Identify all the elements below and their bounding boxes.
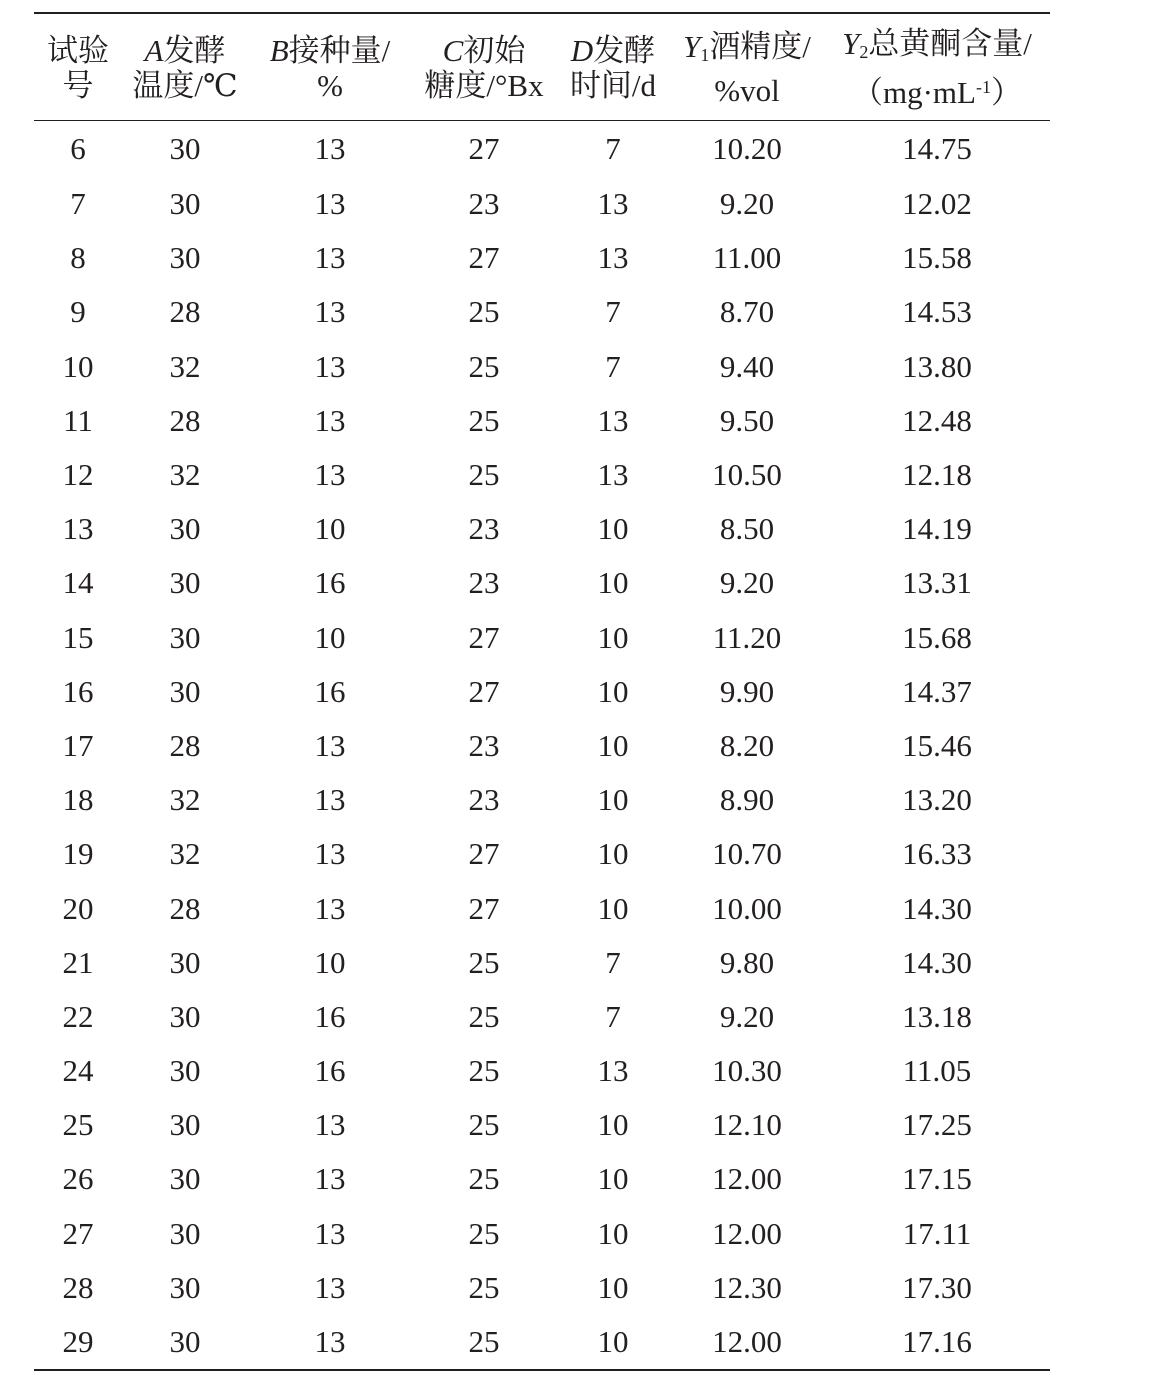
cell-alcohol: 11.00	[712, 240, 782, 276]
cell-inoculum: 16	[314, 565, 346, 601]
header-line-1: A发酵	[144, 33, 226, 68]
header-line-1: D发酵	[570, 33, 656, 68]
header-line-1: $Y_1$酒精度/	[683, 28, 811, 65]
cell-initial-sugar: 27	[468, 131, 500, 166]
variable-symbol: Y	[683, 28, 701, 64]
header-line-2: $(mg\cdot mL^{-1})$	[852, 75, 1022, 110]
cell-total-flavonoids: 14.30	[902, 890, 972, 926]
superscript: -1	[976, 77, 991, 97]
table-row	[34, 1207, 1050, 1261]
cell-temperature: 30	[169, 998, 201, 1034]
cell-inoculum: 13	[314, 1324, 346, 1360]
cell-alcohol: 8.20	[719, 727, 775, 763]
cell-trial-no: 22	[62, 998, 94, 1034]
cell-fermentation-time: 10	[597, 727, 629, 763]
cell-inoculum: 13	[314, 782, 346, 818]
cell-temperature: 28	[169, 402, 201, 438]
header-temperature	[122, 13, 248, 121]
cell-inoculum: 10	[314, 511, 346, 547]
cell-alcohol: 12.10	[712, 1107, 782, 1143]
cell-inoculum: 16	[314, 673, 346, 709]
cell-alcohol: 9.80	[719, 944, 775, 980]
cell-initial-sugar: 23	[468, 511, 500, 547]
table-row	[34, 881, 1050, 935]
cell-fermentation-time: 13	[597, 186, 629, 222]
cell-inoculum: 13	[314, 131, 346, 166]
cell-trial-no: 9	[70, 294, 86, 330]
cell-total-flavonoids: 15.68	[902, 619, 972, 655]
header-fermentation-time	[556, 13, 670, 121]
header-line-1: B接种量/	[269, 33, 391, 68]
cell-temperature: 30	[169, 186, 201, 222]
cell-alcohol: 9.20	[719, 998, 775, 1034]
cell-inoculum: 13	[314, 1269, 346, 1305]
variable-symbol: A	[144, 33, 164, 68]
cell-temperature: 30	[169, 131, 201, 166]
header-initial-sugar	[412, 13, 556, 121]
cell-initial-sugar: 23	[468, 727, 500, 763]
table-row	[34, 936, 1050, 990]
variable-symbol: C	[442, 33, 464, 68]
cell-trial-no: 16	[62, 673, 94, 709]
cell-initial-sugar: 25	[468, 998, 500, 1034]
header-line-2: %	[317, 68, 343, 103]
cell-fermentation-time: 13	[597, 402, 629, 438]
cell-fermentation-time: 7	[605, 131, 621, 166]
cell-alcohol: 10.30	[712, 1053, 782, 1089]
header-line-2: 糖度/°Bx	[424, 68, 544, 103]
cell-alcohol: 9.40	[719, 348, 775, 384]
cell-initial-sugar: 25	[468, 294, 500, 330]
cell-inoculum: 16	[314, 1053, 346, 1089]
table-row	[34, 1152, 1050, 1206]
cell-alcohol: 8.50	[719, 511, 775, 547]
cell-trial-no: 24	[62, 1053, 94, 1089]
table-row	[34, 1261, 1050, 1315]
cell-temperature: 28	[169, 890, 201, 926]
cell-fermentation-time: 10	[597, 1269, 629, 1305]
cell-trial-no: 29	[62, 1324, 94, 1360]
table-row	[34, 177, 1050, 231]
cell-fermentation-time: 7	[605, 998, 621, 1034]
cell-total-flavonoids: 12.48	[902, 402, 972, 438]
cell-alcohol: 9.90	[719, 673, 775, 709]
header-line-1: $Y_2$总黄酮含量/	[842, 26, 1032, 62]
cell-trial-no: 11	[63, 402, 93, 438]
cell-fermentation-time: 10	[597, 1161, 629, 1197]
table-row	[34, 556, 1050, 610]
cell-fermentation-time: 10	[597, 511, 629, 547]
cell-fermentation-time: 7	[605, 294, 621, 330]
cell-fermentation-time: 10	[597, 673, 629, 709]
cell-total-flavonoids: 13.31	[902, 565, 972, 601]
cell-alcohol: 10.00	[712, 890, 782, 926]
cell-initial-sugar: 25	[468, 348, 500, 384]
cell-temperature: 32	[169, 836, 201, 872]
subscript: 2	[859, 42, 869, 62]
cell-initial-sugar: 25	[468, 944, 500, 980]
cell-fermentation-time: 10	[597, 782, 629, 818]
cell-inoculum: 13	[314, 890, 346, 926]
cell-trial-no: 13	[62, 511, 94, 547]
table-header	[34, 13, 1050, 121]
cell-temperature: 30	[169, 1161, 201, 1197]
header-alcohol	[670, 13, 824, 121]
cell-inoculum: 13	[314, 240, 346, 276]
cell-trial-no: 18	[62, 782, 94, 818]
cell-temperature: 32	[169, 348, 201, 384]
cell-total-flavonoids: 15.46	[902, 727, 972, 763]
cell-fermentation-time: 10	[597, 890, 629, 926]
cell-initial-sugar: 25	[468, 1107, 500, 1143]
cell-initial-sugar: 27	[468, 619, 500, 655]
header-line-2: 温度/℃	[132, 68, 238, 103]
cell-trial-no: 17	[62, 727, 94, 763]
cell-fermentation-time: 10	[597, 1215, 629, 1251]
cell-total-flavonoids: 14.30	[902, 944, 972, 980]
cell-inoculum: 16	[314, 998, 346, 1034]
cell-trial-no: 15	[62, 619, 94, 655]
table-row	[34, 502, 1050, 556]
cell-total-flavonoids: 17.11	[902, 1215, 972, 1251]
cell-alcohol: 8.90	[719, 782, 775, 818]
cell-temperature: 30	[169, 619, 201, 655]
cell-inoculum: 13	[314, 836, 346, 872]
cell-inoculum: 13	[314, 402, 346, 438]
cell-inoculum: 13	[314, 727, 346, 763]
cell-total-flavonoids: 12.02	[902, 186, 972, 222]
cell-inoculum: 13	[314, 348, 346, 384]
cell-total-flavonoids: 17.25	[902, 1107, 972, 1143]
cell-trial-no: 28	[62, 1269, 94, 1305]
cell-inoculum: 13	[314, 294, 346, 330]
cell-total-flavonoids: 17.30	[902, 1269, 972, 1305]
cell-temperature: 30	[169, 1215, 201, 1251]
cell-initial-sugar: 23	[468, 565, 500, 601]
cell-temperature: 30	[169, 1324, 201, 1360]
cell-alcohol: 9.20	[719, 186, 775, 222]
header-trial-no	[34, 13, 122, 121]
cell-alcohol: 12.00	[712, 1324, 782, 1360]
cell-fermentation-time: 10	[597, 1324, 629, 1360]
table-row	[34, 719, 1050, 773]
cell-initial-sugar: 27	[468, 240, 500, 276]
cell-total-flavonoids: 15.58	[902, 240, 972, 276]
cell-initial-sugar: 23	[468, 782, 500, 818]
cell-fermentation-time: 7	[605, 348, 621, 384]
cell-trial-no: 25	[62, 1107, 94, 1143]
table-row	[34, 827, 1050, 881]
header-line-2: %vol	[714, 72, 780, 108]
cell-trial-no: 26	[62, 1161, 94, 1197]
table-row	[34, 394, 1050, 448]
cell-inoculum: 13	[314, 1161, 346, 1197]
cell-fermentation-time: 10	[597, 1107, 629, 1143]
cell-temperature: 30	[169, 1269, 201, 1305]
cell-total-flavonoids: 14.37	[902, 673, 972, 709]
cell-inoculum: 13	[314, 1215, 346, 1251]
cell-initial-sugar: 25	[468, 1324, 500, 1360]
cell-alcohol: 12.00	[712, 1161, 782, 1197]
table-row	[34, 665, 1050, 719]
cell-initial-sugar: 27	[468, 673, 500, 709]
cell-fermentation-time: 10	[597, 836, 629, 872]
cell-initial-sugar: 25	[468, 1161, 500, 1197]
cell-total-flavonoids: 14.19	[902, 511, 972, 547]
cell-temperature: 30	[169, 511, 201, 547]
variable-symbol: D	[570, 33, 594, 68]
cell-initial-sugar: 25	[468, 402, 500, 438]
cell-temperature: 28	[169, 294, 201, 330]
cell-initial-sugar: 25	[468, 457, 500, 493]
cell-total-flavonoids: 13.18	[902, 998, 972, 1034]
table-row	[34, 611, 1050, 665]
cell-temperature: 30	[169, 565, 201, 601]
table-row	[34, 340, 1050, 394]
cell-inoculum: 10	[314, 619, 346, 655]
cell-inoculum: 13	[314, 457, 346, 493]
cell-initial-sugar: 27	[468, 890, 500, 926]
cell-initial-sugar: 25	[468, 1215, 500, 1251]
variable-symbol: Y	[842, 26, 860, 61]
cell-trial-no: 14	[62, 565, 94, 601]
cell-initial-sugar: 27	[468, 836, 500, 872]
header-row	[34, 13, 1050, 121]
cell-trial-no: 8	[70, 240, 86, 276]
table-row	[34, 231, 1050, 285]
table-row	[34, 990, 1050, 1044]
cell-temperature: 32	[169, 457, 201, 493]
cell-initial-sugar: 23	[468, 186, 500, 222]
cell-total-flavonoids: 13.80	[902, 348, 972, 384]
header-line-1: 试验	[47, 33, 109, 68]
table-row	[34, 1098, 1050, 1152]
header-line-2: 时间/d	[569, 68, 657, 103]
cell-alcohol: 9.50	[719, 402, 775, 438]
cell-temperature: 30	[169, 673, 201, 709]
header-inoculum	[248, 13, 412, 121]
cell-trial-no: 20	[62, 890, 94, 926]
cell-fermentation-time: 13	[597, 240, 629, 276]
cell-fermentation-time: 7	[605, 944, 621, 980]
cell-total-flavonoids: 17.16	[902, 1324, 972, 1360]
header-line-1: C初始	[442, 33, 526, 68]
table-row	[34, 121, 1050, 178]
table-row	[34, 1044, 1050, 1098]
cell-alcohol: 12.30	[712, 1269, 782, 1305]
cell-total-flavonoids: 14.53	[902, 294, 972, 330]
cell-total-flavonoids: 13.20	[902, 782, 972, 818]
cell-trial-no: 12	[62, 457, 94, 493]
cell-inoculum: 13	[314, 1107, 346, 1143]
cell-alcohol: 10.20	[712, 131, 782, 166]
cell-temperature: 28	[169, 727, 201, 763]
cell-trial-no: 27	[62, 1215, 94, 1251]
cell-temperature: 30	[169, 1107, 201, 1143]
cell-temperature: 30	[169, 1053, 201, 1089]
table-row	[34, 773, 1050, 827]
cell-trial-no: 21	[62, 944, 94, 980]
cell-fermentation-time: 13	[597, 1053, 629, 1089]
cell-total-flavonoids: 16.33	[902, 836, 972, 872]
cell-alcohol: 10.70	[712, 836, 782, 872]
cell-total-flavonoids: 17.15	[902, 1161, 972, 1197]
cell-temperature: 32	[169, 782, 201, 818]
cell-trial-no: 19	[62, 836, 94, 872]
cell-alcohol: 8.70	[719, 294, 775, 330]
header-line-2: 号	[62, 68, 94, 103]
table-body	[34, 121, 1050, 1371]
cell-temperature: 30	[169, 240, 201, 276]
subscript: 1	[700, 44, 710, 65]
cell-fermentation-time: 10	[597, 565, 629, 601]
cell-alcohol: 11.20	[712, 619, 782, 655]
table-row	[34, 448, 1050, 502]
table-row	[34, 285, 1050, 339]
cell-alcohol: 10.50	[712, 457, 782, 493]
cell-inoculum: 13	[314, 186, 346, 222]
cell-initial-sugar: 25	[468, 1269, 500, 1305]
cell-total-flavonoids: 14.75	[902, 131, 972, 166]
cell-total-flavonoids: 11.05	[902, 1053, 972, 1089]
cell-fermentation-time: 13	[597, 457, 629, 493]
variable-symbol: B	[269, 33, 289, 68]
experiment-results-table	[34, 12, 1050, 1371]
cell-trial-no: 10	[62, 348, 94, 384]
cell-fermentation-time: 10	[597, 619, 629, 655]
cell-trial-no: 6	[70, 131, 86, 166]
cell-alcohol: 9.20	[719, 565, 775, 601]
cell-alcohol: 12.00	[712, 1215, 782, 1251]
cell-inoculum: 10	[314, 944, 346, 980]
cell-trial-no: 7	[70, 186, 86, 222]
header-total-flavonoids	[824, 13, 1050, 121]
cell-total-flavonoids: 12.18	[902, 457, 972, 493]
cell-initial-sugar: 25	[468, 1053, 500, 1089]
data-table-container	[34, 12, 1050, 1371]
cell-temperature: 30	[169, 944, 201, 980]
table-row	[34, 1315, 1050, 1370]
